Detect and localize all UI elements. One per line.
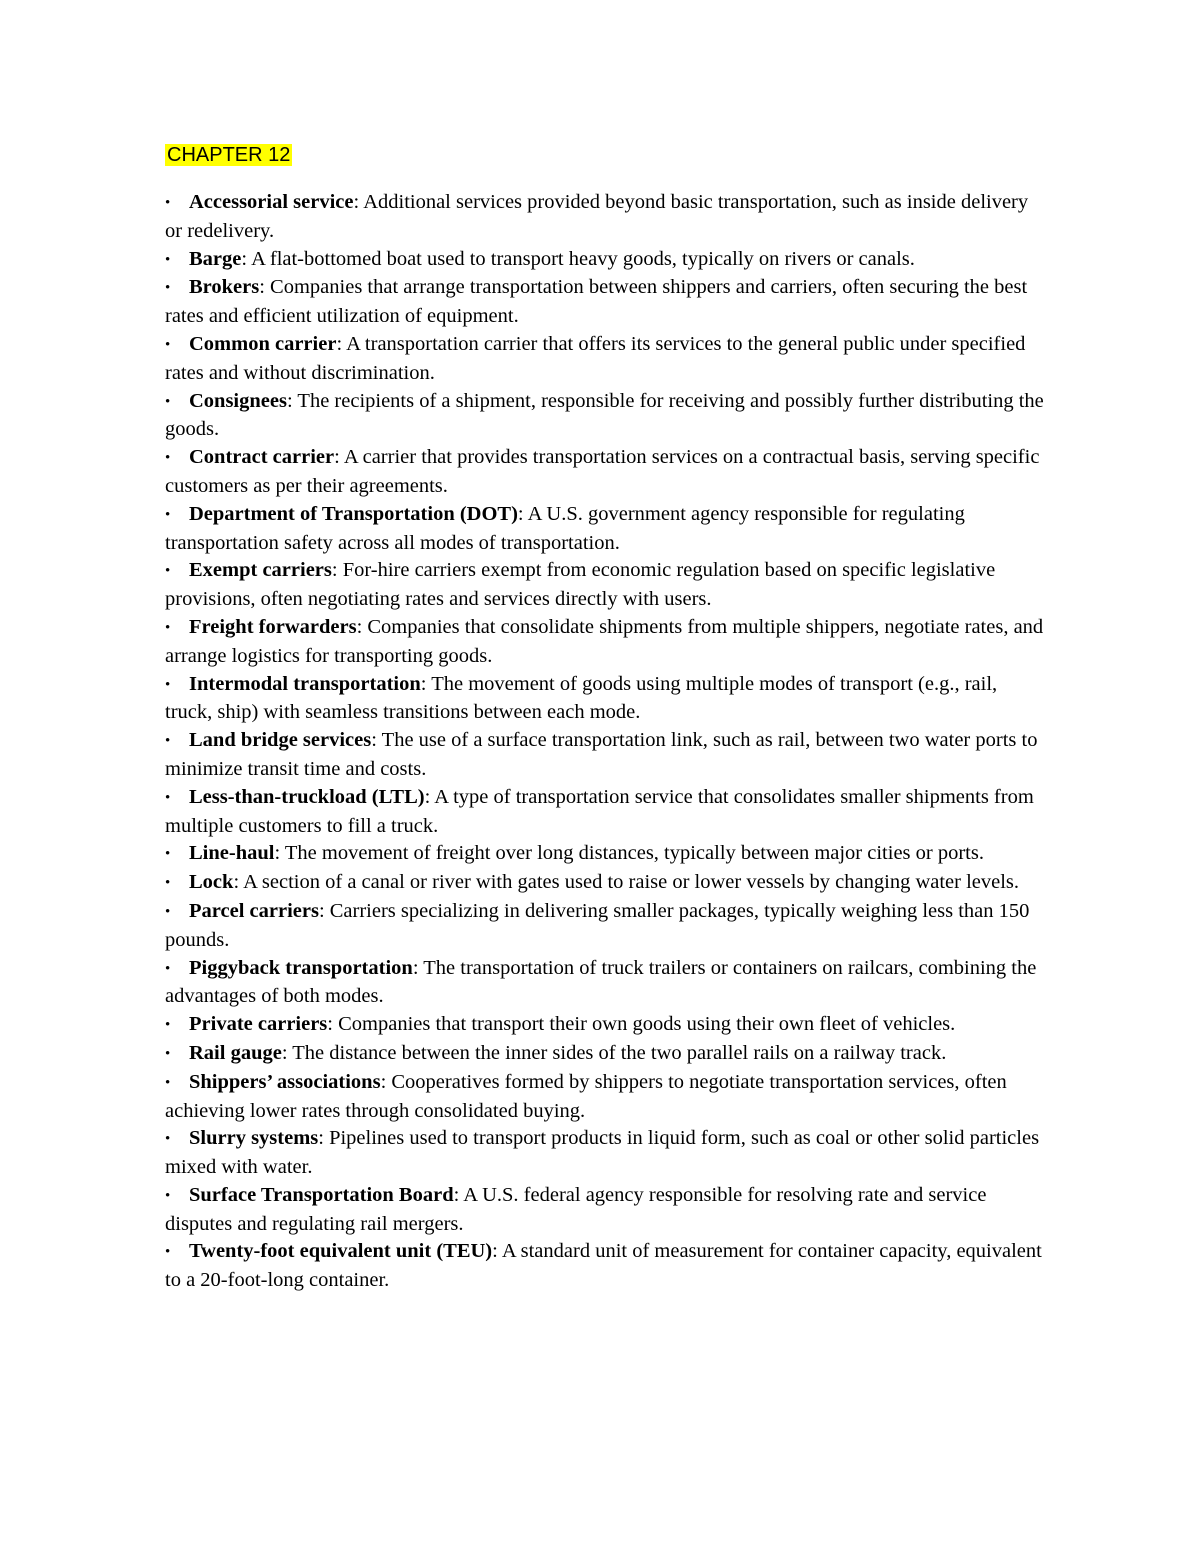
glossary-definition: : A carrier that provides transportation services on a contractual basis, serving specific customers as per their agreements.: [165, 446, 1040, 497]
bullet-icon: •: [165, 1187, 171, 1204]
glossary-item: [165, 331, 1045, 388]
glossary-term: Piggyback transportation: [189, 956, 413, 979]
bullet-icon: •: [165, 619, 171, 636]
glossary-term: Slurry systems: [189, 1127, 319, 1150]
glossary-definition: : The transportation of truck trailers or containers on railcars, combining the advantages of both modes.: [165, 956, 1037, 1008]
glossary-item: [165, 189, 1045, 246]
glossary-definition: : Companies that arrange transportation between shippers and carriers, often securing the best rates and efficient utilization of equipment.: [165, 276, 1028, 328]
glossary-definition: : A flat-bottomed boat used to transport heavy goods, typically on rivers or canals.: [241, 247, 915, 270]
bullet-icon: •: [165, 195, 171, 211]
glossary-list: [165, 189, 1045, 1295]
glossary-item: [165, 444, 1045, 501]
glossary-term: Less-than-truckload (LTL): [189, 785, 425, 808]
glossary-definition: : Additional services provided beyond basic transportation, such as inside delivery or redelivery.: [165, 191, 1029, 242]
glossary-item: [165, 1238, 1045, 1295]
bullet-icon: •: [165, 875, 171, 892]
glossary-item: [165, 840, 1045, 869]
glossary-term: Lock: [189, 871, 234, 894]
glossary-definition: : Companies that consolidate shipments from multiple shippers, negotiate rates, and arrange logistics for transporting goods.: [165, 615, 1044, 667]
glossary-term: Private carriers: [189, 1013, 328, 1036]
glossary-term: Land bridge services: [189, 729, 372, 752]
bullet-icon: •: [165, 789, 171, 806]
bullet-icon: •: [165, 1045, 171, 1062]
glossary-term: Brokers: [189, 276, 260, 299]
glossary-definition: : The movement of freight over long distances, typically between major cities or ports.: [274, 842, 984, 865]
glossary-item: [165, 784, 1045, 841]
bullet-icon: •: [165, 1074, 171, 1091]
glossary-term: Freight forwarders: [189, 615, 357, 638]
glossary-item: [165, 1182, 1045, 1239]
bullet-icon: •: [165, 846, 171, 863]
glossary-term: Rail gauge: [189, 1041, 282, 1064]
glossary-term: Accessorial service: [189, 191, 354, 213]
glossary-item: [165, 1040, 1045, 1069]
glossary-definition: : A type of transportation service that consolidates smaller shipments from multiple customers to fill a truck.: [165, 785, 1034, 837]
glossary-definition: : Cooperatives formed by shippers to negotiate transportation services, often achieving lower rates through consolidated buying.: [165, 1070, 1007, 1122]
glossary-term: Common carrier: [189, 332, 337, 355]
bullet-icon: •: [165, 563, 171, 580]
glossary-definition: : A transportation carrier that offers its services to the general public under specified rates and without discrimination.: [165, 332, 1026, 384]
glossary-definition: : A U.S. federal agency responsible for resolving rate and service disputes and regulating rail mergers.: [165, 1183, 987, 1235]
bullet-icon: •: [165, 280, 171, 297]
chapter-heading-text: CHAPTER 12: [167, 144, 291, 166]
bullet-icon: •: [165, 506, 171, 523]
glossary-item: [165, 246, 1045, 275]
glossary-item: [165, 671, 1045, 728]
glossary-term: Twenty-foot equivalent unit (TEU): [189, 1240, 493, 1263]
bullet-icon: •: [165, 733, 171, 750]
glossary-definition: : The movement of goods using multiple modes of transport (e.g., rail, truck, ship) with seamless transitions between each mode.: [165, 672, 998, 724]
bullet-icon: •: [165, 676, 171, 693]
bullet-icon: •: [165, 903, 171, 920]
glossary-item: [165, 1011, 1045, 1040]
glossary-definition: : The use of a surface transportation link, such as rail, between two water ports to minimize transit time and costs.: [165, 729, 1038, 780]
glossary-item: [165, 501, 1045, 558]
glossary-term: Barge: [189, 247, 242, 270]
glossary-item: [165, 614, 1045, 671]
glossary-definition: : Pipelines used to transport products in liquid form, such as coal or other solid particles mixed with water.: [165, 1127, 1040, 1179]
glossary-item: [165, 274, 1045, 331]
glossary-definition: : For-hire carriers exempt from economic regulation based on specific legislative provisions, often negotiating rates and services directly with users.: [165, 559, 996, 611]
bullet-icon: •: [165, 1017, 171, 1034]
glossary-item: [165, 1069, 1045, 1126]
glossary-item: [165, 955, 1045, 1012]
bullet-icon: •: [165, 336, 171, 353]
bullet-icon: •: [165, 960, 171, 977]
glossary-item: [165, 869, 1045, 898]
bullet-icon: •: [165, 251, 171, 268]
glossary-term: Shippers’ associations: [189, 1070, 381, 1093]
glossary-item: [165, 1125, 1045, 1182]
glossary-item: [165, 898, 1045, 955]
glossary-item: [165, 727, 1045, 784]
glossary-term: Surface Transportation Board: [189, 1183, 454, 1206]
glossary-definition: : A U.S. government agency responsible for regulating transportation safety across all modes of transportation.: [165, 502, 965, 554]
glossary-term: Department of Transportation (DOT): [189, 502, 518, 525]
glossary-definition: : The distance between the inner sides of the two parallel rails on a railway track.: [281, 1041, 947, 1064]
glossary-term: Contract carrier: [189, 446, 335, 469]
glossary-term: Exempt carriers: [189, 559, 332, 582]
glossary-item: [165, 557, 1045, 614]
glossary-item: [165, 388, 1045, 445]
bullet-icon: •: [165, 1131, 171, 1148]
glossary-definition: : Carriers specializing in delivering smaller packages, typically weighing less than 150 pounds.: [165, 899, 1030, 951]
bullet-icon: •: [165, 1244, 171, 1261]
glossary-term: Parcel carriers: [189, 899, 319, 922]
glossary-definition: : The recipients of a shipment, responsible for receiving and possibly further distributing the goods.: [165, 389, 1044, 441]
glossary-term: Consignees: [189, 389, 287, 412]
glossary-definition: : A section of a canal or river with gates used to raise or lower vessels by changing water levels.: [233, 871, 1020, 894]
glossary-definition: : A standard unit of measurement for container capacity, equivalent to a 20-foot-long container.: [165, 1240, 1042, 1292]
glossary-term: Line-haul: [189, 842, 275, 865]
glossary-term: Intermodal transportation: [189, 672, 421, 695]
chapter-heading: [165, 140, 292, 170]
bullet-icon: •: [165, 393, 171, 410]
bullet-icon: •: [165, 450, 171, 467]
glossary-definition: : Companies that transport their own goods using their own fleet of vehicles.: [327, 1013, 956, 1036]
